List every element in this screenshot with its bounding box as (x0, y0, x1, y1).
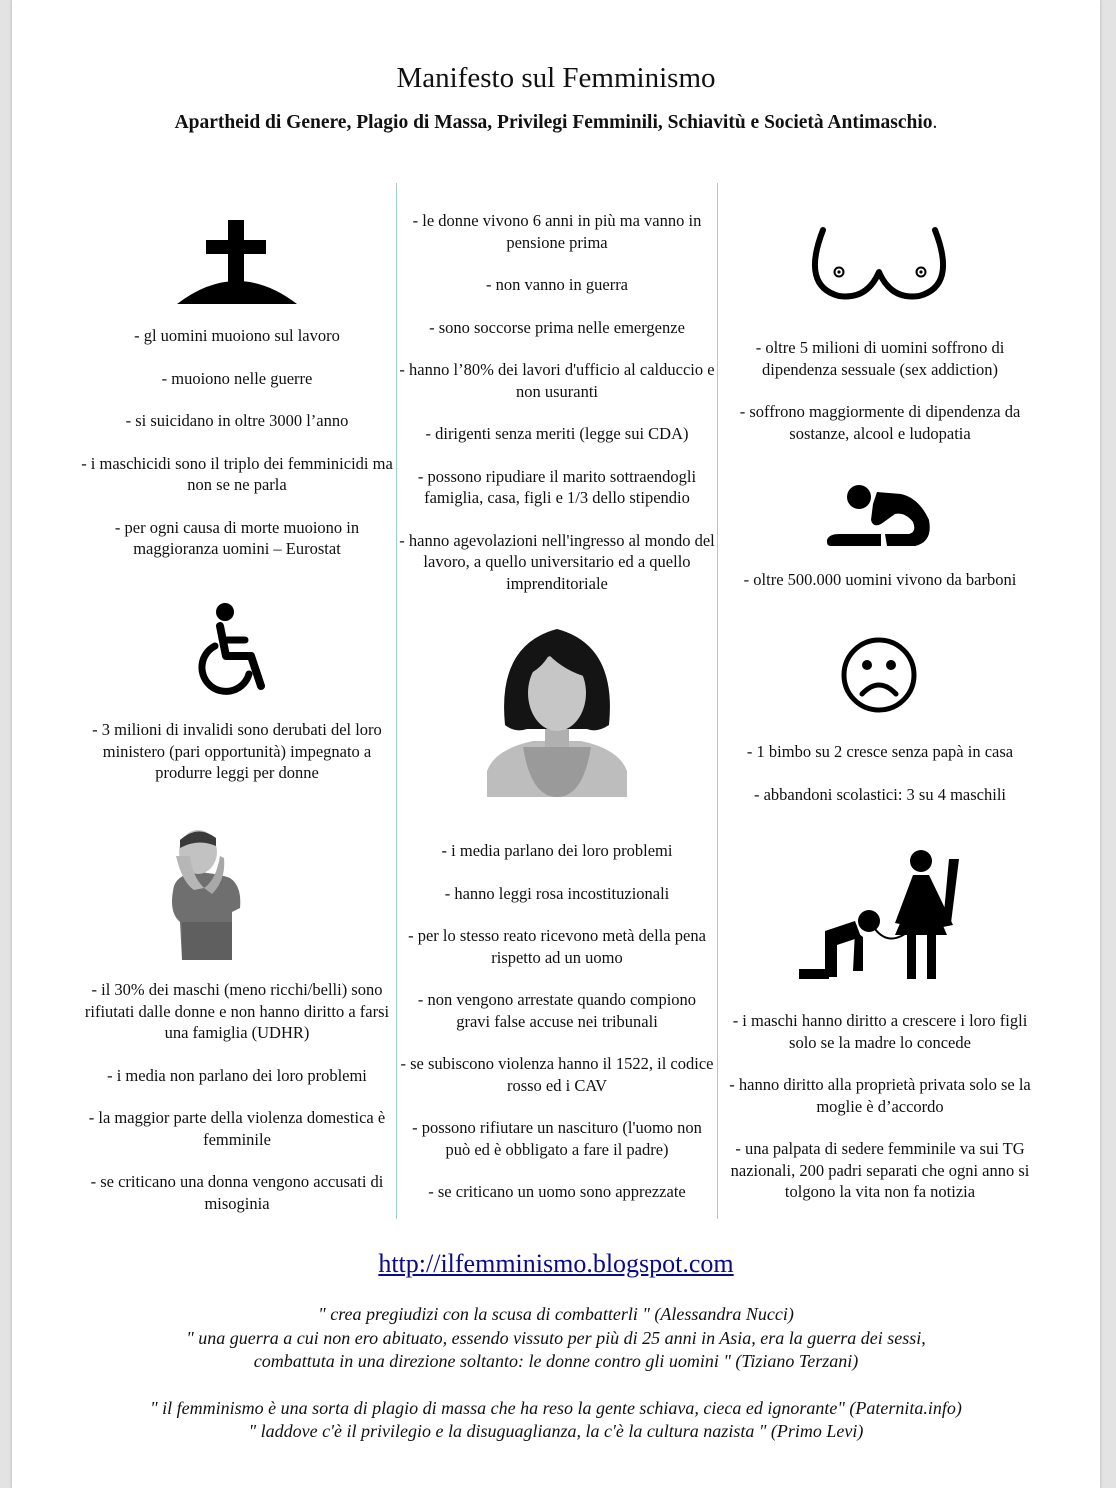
list-item: - 1 bimbo su 2 cresce senza papà in casa (746, 742, 1014, 761)
list-item: - non vanno in guerra (485, 275, 629, 294)
list-item: - hanno leggi rosa incostituzionali (444, 883, 670, 903)
column-1-block-3 (79, 979, 395, 1235)
quote-line: " una guerra a cui non ero abituato, essendo vissuto per più di 25 anni in Asia, era la guerra dei sessi, (186, 1327, 926, 1348)
column-3-block-3 (720, 741, 1040, 826)
quote-line: " crea pregiudizi con la scusa di combatterli " (Alessandra Nucci) (318, 1304, 794, 1324)
list-item: - 3 milioni di invalidi sono derubati del loro ministero (pari opportunità) impegnato a produrre leggi per donne (92, 720, 382, 782)
list-item: - si suicidano in oltre 3000 l’anno (125, 411, 349, 430)
list-item: - hanno l’80% dei lavori d'ufficio al calduccio e non usuranti (399, 360, 715, 401)
list-item: - possono rifiutare un nascituro (l'uomo non può ed è obbligato a fare il padre) (412, 1118, 702, 1159)
list-item: - non vengono arrestate quando compiono gravi false accuse nei tribunali (417, 990, 697, 1031)
list-item: - se subiscono violenza hanno il 1522, il codice rosso ed i CAV (400, 1054, 714, 1095)
homeless-man-icon (825, 484, 931, 548)
column-1-block-1 (79, 325, 395, 581)
quote-line: " il femminismo è una sorta di plagio di massa che ha reso la gente schiava, cieca ed ignorante" (Paternita.info) (150, 1397, 962, 1418)
list-item: - la maggior parte della violenza domestica è femminile (88, 1108, 386, 1149)
list-item: - i media non parlano dei loro problemi (107, 1065, 367, 1085)
list-item: - se criticano un uomo sono apprezzate (428, 1182, 686, 1201)
list-item: - se criticano una donna vengono accusati di misoginia (90, 1172, 384, 1213)
list-item: - hanno diritto alla proprietà privata solo se la moglie è d’accordo (729, 1075, 1031, 1116)
list-item: - gl uomini muoiono sul lavoro (134, 326, 340, 345)
subtitle-text: Apartheid di Genere, Plagio di Massa, Privilegi Femminili, Schiavitù e Società Antimaschio (174, 112, 933, 133)
blog-link-container (12, 1249, 1100, 1279)
list-item: - oltre 5 milioni di uomini soffrono di dipendenza sessuale (sex addiction) (755, 338, 1005, 379)
column-3-block-1 (720, 337, 1040, 465)
list-item: - muoiono nelle guerre (161, 368, 313, 388)
list-item: - i maschicidi sono il triplo dei femminicidi ma non se ne parla (81, 453, 393, 494)
crying-man-icon (158, 826, 244, 960)
grave-cross-icon (176, 218, 298, 306)
column-2-block-1 (399, 210, 715, 615)
breasts-icon (805, 226, 955, 300)
list-item: - i media parlano dei loro problemi (441, 841, 673, 860)
list-item: - abbandoni scolastici: 3 su 4 maschili (753, 784, 1007, 804)
list-item: - per lo stesso reato ricevono metà della pena rispetto ad un uomo (408, 926, 706, 967)
list-item: - una palpata di sedere femminile va sui TG nazionali, 200 padri separati che ogni anno si tolgono la vita non fa notizia (730, 1139, 1030, 1201)
list-item: - possono ripudiare il marito sottraendogli famiglia, casa, figli e 1/3 dello stipendio (417, 466, 697, 507)
quotes-block (12, 1303, 1100, 1444)
list-item: - il 30% dei maschi (meno ricchi/belli) sono rifiutati dalle donne e non hanno diritto a farsi una famiglia (UDHR) (84, 980, 390, 1042)
column-3-block-2 (720, 569, 1040, 612)
woman-avatar-icon (487, 625, 627, 797)
quote-spacer (12, 1374, 1100, 1397)
column-1-block-2 (79, 719, 395, 805)
subtitle-period: . (932, 112, 938, 133)
list-item: - per ogni causa di morte muoiono in maggioranza uomini – Eurostat (114, 517, 360, 558)
quote-line: combattuta in una direzione soltanto: le donne contro gli uomini " (Tiziano Terzani) (253, 1351, 859, 1371)
list-item: - i maschi hanno diritto a crescere i loro figli solo se la madre lo concede (732, 1011, 1028, 1052)
document-page (12, 0, 1100, 1488)
wheelchair-icon (193, 602, 277, 696)
page-title: Manifesto sul Femminismo (396, 62, 716, 94)
sad-face-icon (840, 636, 918, 714)
column-divider-right (717, 183, 718, 1219)
column-divider-left (396, 183, 397, 1219)
man-on-leash-icon (797, 849, 961, 981)
column-2-block-2 (399, 840, 715, 1224)
list-item: - soffrono maggiormente di dipendenza da sostanze, alcool e ludopatia (739, 402, 1021, 443)
list-item: - hanno agevolazioni nell'ingresso al mondo del lavoro, a quello universitario ed a quello imprenditoriale (399, 530, 715, 593)
list-item: - oltre 500.000 uomini vivono da barboni (743, 570, 1017, 589)
column-3-block-4 (720, 1010, 1040, 1224)
quote-line: " laddove c'è il privilegio e la disuguaglianza, la c'è la cultura nazista " (Primo Levi) (248, 1421, 864, 1441)
blog-link[interactable]: http://ilfemminismo.blogspot.com (378, 1249, 734, 1278)
list-item: - dirigenti senza meriti (legge sui CDA) (425, 424, 689, 443)
list-item: - le donne vivono 6 anni in più ma vanno in pensione prima (412, 211, 702, 252)
list-item: - sono soccorse prima nelle emergenze (429, 317, 685, 337)
page-subtitle (12, 112, 1100, 134)
